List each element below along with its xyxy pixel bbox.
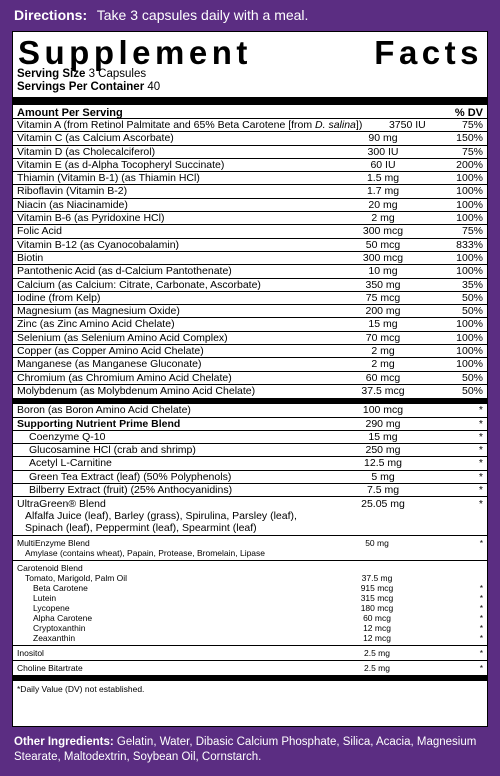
nutrient-name: Riboflavin (Vitamin B-2) <box>17 185 128 198</box>
nutrient-dv: 75% <box>461 145 483 158</box>
others-list <box>17 404 483 497</box>
nutrient-name: Bilberry Extract (fruit) (25% Anthocyanidins) <box>29 484 233 497</box>
nutrient-row <box>13 146 487 159</box>
ultragreen-amount: 25.05 mg <box>361 498 405 511</box>
nutrient-dv: * <box>478 430 483 443</box>
carotenoid-item <box>17 613 483 623</box>
carotenoid-amount: 37.5 mg <box>361 573 393 584</box>
nutrient-amount: 37.5 mcg <box>361 384 405 397</box>
multienzyme-dv: * <box>479 538 483 549</box>
nutrient-row <box>13 159 487 172</box>
nutrient-row <box>13 119 487 132</box>
carotenoid-item <box>17 623 483 633</box>
multienzyme-name: MultiEnzyme Blend <box>17 538 90 549</box>
nutrient-name: Thiamin (Vitamin B-1) (as Thiamin HCl) <box>17 172 200 185</box>
nutrient-name: Magnesium (as Magnesium Oxide) <box>17 305 180 318</box>
nutrient-dv: 100% <box>456 172 483 185</box>
panel-title <box>17 32 483 71</box>
nutrient-dv: 50% <box>461 291 483 304</box>
nutrient-name: Selenium (as Selenium Amino Acid Complex) <box>17 331 228 344</box>
nutrient-dv: 100% <box>456 212 483 225</box>
nutrient-amount: 350 mg <box>365 278 401 291</box>
nutrient-name: Vitamin B-12 (as Cyanocobalamin) <box>17 238 180 251</box>
nutrient-name: Biotin <box>17 251 44 264</box>
nutrient-row <box>13 345 487 358</box>
nutrient-row <box>13 305 487 318</box>
servings-per-container-value: 40 <box>147 81 161 93</box>
ultragreen-blend <box>13 497 487 536</box>
nutrient-amount: 50 mcg <box>365 238 401 251</box>
servings-per-container <box>17 81 483 94</box>
carotenoid-item-name: Cryptoxanthin <box>33 623 86 634</box>
serving-size-label: Serving Size <box>17 68 86 80</box>
nutrient-row <box>13 212 487 225</box>
nutrient-dv: 833% <box>456 238 483 251</box>
nutrient-dv: * <box>478 484 483 497</box>
nutrient-dv: 100% <box>456 345 483 358</box>
nutrient-dv: 75% <box>461 119 483 131</box>
ultragreen-dv: * <box>478 498 483 511</box>
nutrient-dv: 75% <box>461 225 483 238</box>
nutrient-amount: 300 IU <box>367 145 399 158</box>
nutrient-dv: 50% <box>461 305 483 318</box>
inositol-dv: * <box>479 648 483 659</box>
nutrient-amount: 250 mg <box>365 444 401 457</box>
nutrient-row <box>13 471 487 484</box>
carotenoid-blend <box>13 561 487 646</box>
nutrient-amount: 20 mg <box>368 198 398 211</box>
carotenoid-item-amount: 180 mcg <box>360 603 394 614</box>
nutrient-name: Manganese (as Manganese Gluconate) <box>17 358 202 371</box>
nutrient-amount: 12.5 mg <box>364 457 402 470</box>
divider-thick <box>13 97 487 105</box>
nutrient-dv: * <box>478 444 483 457</box>
nutrient-dv: 50% <box>461 371 483 384</box>
carotenoid-item-dv: * <box>479 613 483 624</box>
carotenoid-item-name: Lycopene <box>33 603 70 614</box>
inositol-row <box>13 646 487 661</box>
nutrient-row <box>13 318 487 331</box>
nutrient-dv: 35% <box>461 278 483 291</box>
carotenoid-item-dv: * <box>479 603 483 614</box>
nutrient-amount: 60 mcg <box>365 371 401 384</box>
nutrient-name: Vitamin E (as d-Alpha Tocopheryl Succinate) <box>17 158 225 171</box>
carotenoid-item-dv: * <box>479 583 483 594</box>
choline-amount: 2.5 mg <box>364 663 390 674</box>
nutrient-name: Pantothenic Acid (as d-Calcium Pantothenate) <box>17 265 232 278</box>
footnote: *Daily Value (DV) not established. <box>17 684 145 695</box>
nutrient-name: Boron (as Boron Amino Acid Chelate) <box>17 404 191 417</box>
nutrient-dv: 100% <box>456 358 483 371</box>
nutrient-name: Calcium (as Calcium: Citrate, Carbonate, Ascorbate) <box>17 278 261 291</box>
carotenoid-item-name: Zeaxanthin <box>33 633 76 644</box>
nutrient-row <box>13 252 487 265</box>
serving-size-value: 3 Capsules <box>88 68 147 80</box>
nutrient-amount: 5 mg <box>371 470 395 483</box>
inositol-name: Inositol <box>17 648 44 659</box>
nutrient-row <box>13 185 487 198</box>
nutrient-name: Zinc (as Zinc Amino Acid Chelate) <box>17 318 175 331</box>
nutrient-row <box>13 484 487 497</box>
nutrient-dv: 100% <box>456 265 483 278</box>
multienzyme-amount: 50 mg <box>365 538 389 549</box>
multienzyme-ingredients: Amylase (contains wheat), Papain, Protease, Bromelain, Lipase <box>25 548 266 559</box>
carotenoid-item <box>17 583 483 593</box>
carotenoid-item-amount: 12 mcg <box>363 633 391 644</box>
nutrient-name: Chromium (as Chromium Amino Acid Chelate) <box>17 371 232 384</box>
header-dv: % DV <box>454 107 483 119</box>
nutrient-row <box>13 444 487 457</box>
other-ingredients-label: Other Ingredients: <box>14 736 114 748</box>
nutrient-amount: 7.5 mg <box>366 484 400 497</box>
nutrient-name: Green Tea Extract (leaf) (50% Polyphenols) <box>29 470 232 483</box>
carotenoid-item-name: Alpha Carotene <box>33 613 93 624</box>
nutrient-row <box>13 418 487 431</box>
nutrient-row <box>13 404 487 417</box>
nutrient-name: Iodine (from Kelp) <box>17 291 101 304</box>
nutrient-amount: 1.7 mg <box>366 185 400 198</box>
servings-per-container-label: Servings Per Container <box>17 81 145 93</box>
carotenoid-item-name: Beta Carotene <box>33 583 88 594</box>
carotenoid-item-amount: 60 mcg <box>363 613 391 624</box>
nutrient-amount: 200 mg <box>365 305 401 318</box>
nutrient-amount: 2 mg <box>371 345 395 358</box>
nutrient-dv: * <box>478 457 483 470</box>
ultragreen-name: UltraGreen® Blend <box>17 498 106 511</box>
nutrient-amount: 100 mcg <box>362 404 404 417</box>
nutrient-dv: 200% <box>456 158 483 171</box>
table-header <box>13 105 487 119</box>
other-ingredients-text: Gelatin, Water, Dibasic Calcium Phosphate, Silica, Acacia, Magnesium Stearate, Maltodextrin, Soybean Oil, Cornstarch. <box>14 736 477 763</box>
nutrient-name: Glucosamine HCl (crab and shrimp) <box>29 444 196 457</box>
nutrient-row <box>13 239 487 252</box>
nutrient-amount: 300 mcg <box>362 225 404 238</box>
carotenoid-item-dv: * <box>479 623 483 634</box>
nutrient-dv: * <box>478 470 483 483</box>
carotenoid-item <box>17 593 483 603</box>
nutrient-name: Copper (as Copper Amino Acid Chelate) <box>17 345 204 358</box>
title-word-1: Supplement <box>18 34 252 71</box>
nutrient-amount: 60 IU <box>370 158 396 171</box>
supplement-facts-panel <box>12 31 488 727</box>
nutrient-name: Supporting Nutrient Prime Blend <box>17 417 181 430</box>
carotenoid-item-amount: 315 mcg <box>360 593 394 604</box>
nutrient-amount: 15 mg <box>368 430 398 443</box>
directions-text: Take 3 capsules daily with a meal. <box>96 7 309 23</box>
nutrient-row <box>13 457 487 470</box>
directions-label: Directions: <box>14 7 88 23</box>
carotenoid-item-dv: * <box>479 593 483 604</box>
ultragreen-ingredients: Alfalfa Juice (leaf), Barley (grass), Spirulina, Parsley (leaf), Spinach (leaf), Peppermint (leaf), Spearmint (leaf) <box>25 510 297 535</box>
carotenoid-item-amount: 12 mcg <box>363 623 391 634</box>
nutrient-amount: 1.5 mg <box>366 172 400 185</box>
nutrient-name: Acetyl L-Carnitine <box>29 457 112 470</box>
nutrient-row <box>13 199 487 212</box>
nutrient-amount: 290 mg <box>365 417 401 430</box>
nutrient-dv: 50% <box>461 384 483 397</box>
nutrient-name: Vitamin D (as Cholecalciferol) <box>17 145 156 158</box>
nutrient-amount: 75 mcg <box>365 291 401 304</box>
carotenoid-item-name: Lutein <box>33 593 57 604</box>
carotenoid-item-dv: * <box>479 633 483 644</box>
nutrient-name: Vitamin C (as Calcium Ascorbate) <box>17 132 174 145</box>
nutrient-name: Vitamin A (from Retinol Palmitate and 65% Beta Carotene [from D. salina]) <box>17 119 363 131</box>
nutrient-row <box>13 332 487 345</box>
nutrient-amount: 2 mg <box>371 212 395 225</box>
carotenoid-item-amount: 915 mcg <box>360 583 394 594</box>
carotenoid-name: Carotenoid Blend <box>17 563 83 574</box>
nutrient-amount: 15 mg <box>368 318 398 331</box>
nutrient-dv: 150% <box>456 132 483 145</box>
vitamins-list <box>17 119 483 398</box>
nutrient-name: Folic Acid <box>17 225 62 238</box>
nutrient-dv: 100% <box>456 251 483 264</box>
nutrient-row <box>13 225 487 238</box>
nutrient-row <box>13 431 487 444</box>
nutrient-amount: 90 mg <box>368 132 398 145</box>
nutrient-dv: 100% <box>456 318 483 331</box>
choline-row <box>13 661 487 676</box>
nutrient-name: Molybdenum (as Molybdenum Amino Acid Chelate) <box>17 384 256 397</box>
nutrient-dv: * <box>478 404 483 417</box>
carotenoid-sources: Tomato, Marigold, Palm Oil <box>25 573 128 584</box>
carotenoid-item <box>17 603 483 613</box>
header-amount: Amount Per Serving <box>17 107 123 119</box>
nutrient-row <box>13 132 487 145</box>
nutrient-dv: 100% <box>456 331 483 344</box>
nutrient-row <box>13 279 487 292</box>
nutrient-amount: 300 mcg <box>362 251 404 264</box>
carotenoid-item <box>17 633 483 643</box>
nutrient-dv: 100% <box>456 198 483 211</box>
nutrient-name: Vitamin B-6 (as Pyridoxine HCl) <box>17 212 165 225</box>
nutrient-amount: 2 mg <box>371 358 395 371</box>
nutrient-row <box>13 358 487 371</box>
nutrient-dv: 100% <box>456 185 483 198</box>
directions-bar <box>0 0 500 30</box>
nutrient-row <box>13 172 487 185</box>
title-word-2: Facts <box>374 34 483 71</box>
nutrient-amount: 70 mcg <box>365 331 401 344</box>
nutrient-row <box>13 385 487 398</box>
inositol-amount: 2.5 mg <box>364 648 390 659</box>
choline-dv: * <box>479 663 483 674</box>
nutrient-row <box>13 292 487 305</box>
nutrient-name: Niacin (as Niacinamide) <box>17 198 128 211</box>
nutrient-amount: 3750 IU <box>388 119 426 131</box>
nutrient-row <box>13 265 487 278</box>
choline-name: Choline Bitartrate <box>17 663 83 674</box>
nutrient-dv: * <box>478 417 483 430</box>
multienzyme-blend <box>13 536 487 561</box>
carotenoid-items <box>17 583 483 643</box>
other-ingredients <box>14 735 490 765</box>
nutrient-row <box>13 372 487 385</box>
nutrient-name: Coenzyme Q-10 <box>29 430 106 443</box>
nutrient-amount: 10 mg <box>368 265 398 278</box>
